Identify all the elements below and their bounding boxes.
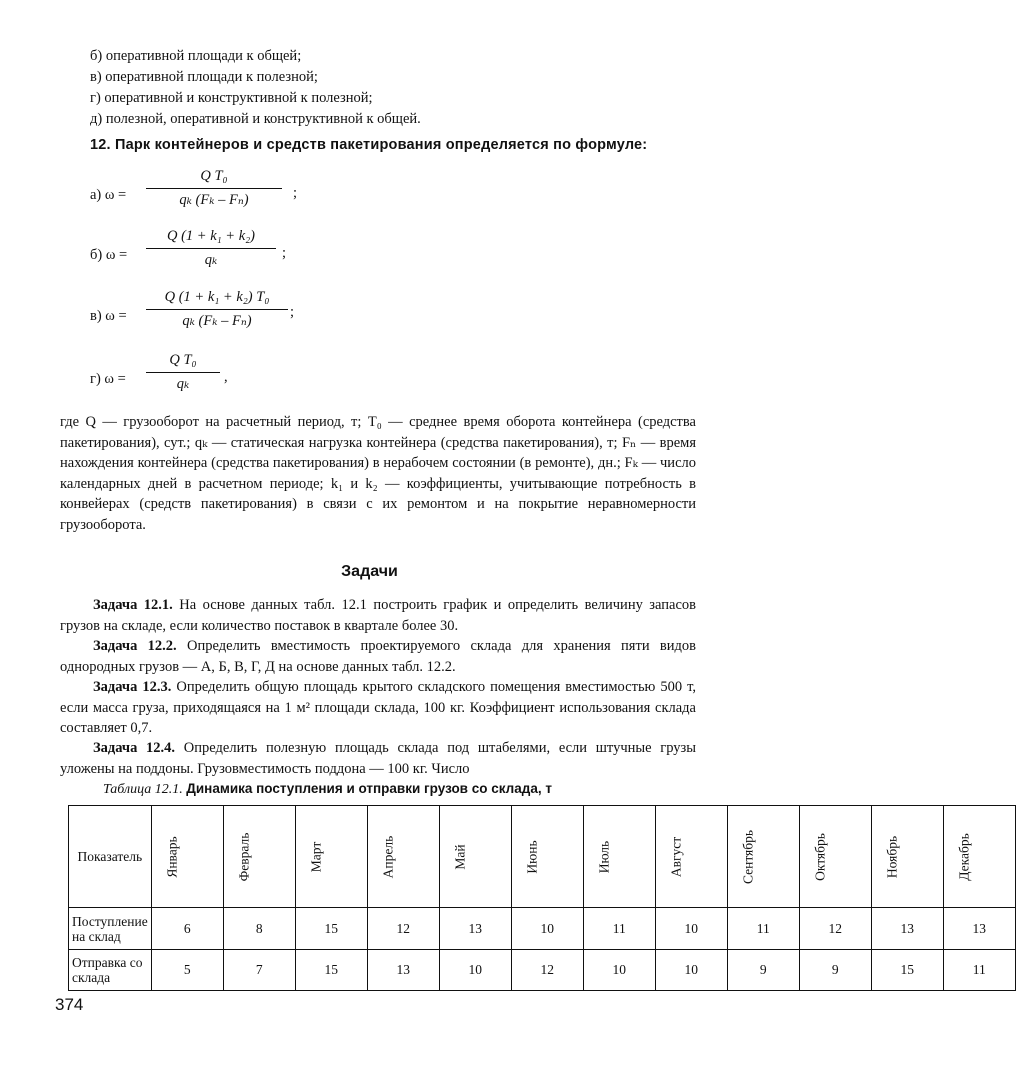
month-label: Июль xyxy=(596,840,612,873)
denominator: qₖ (Fₖ – Fₙ) xyxy=(182,313,252,329)
denominator: qₖ xyxy=(176,376,190,392)
table-cell: 10 xyxy=(439,950,511,991)
table-cell: 9 xyxy=(727,950,799,991)
month-label: Май xyxy=(452,843,468,870)
formula-label: в) ω = xyxy=(90,308,127,324)
task-label: Задача 12.4. xyxy=(93,740,176,756)
data-table xyxy=(68,805,1016,991)
task-12-1 xyxy=(60,595,696,636)
month-header xyxy=(655,806,727,908)
answer-option: в) оперативной площади к полезной; xyxy=(90,69,318,85)
task-12-4 xyxy=(60,738,696,779)
task-label: Задача 12.2. xyxy=(93,638,177,654)
table-cell: 9 xyxy=(799,950,871,991)
month-header xyxy=(727,806,799,908)
table-cell: 10 xyxy=(511,908,583,950)
formula-punct: ; xyxy=(293,185,298,201)
month-label: Октябрь xyxy=(812,832,828,881)
month-header xyxy=(223,806,295,908)
table-cell: 11 xyxy=(727,908,799,950)
table-cell: 7 xyxy=(223,950,295,991)
table-cell: 10 xyxy=(655,950,727,991)
formula-punct: ; xyxy=(290,304,295,320)
table-cell: 15 xyxy=(871,950,943,991)
month-label: Март xyxy=(308,841,324,872)
formula-punct: , xyxy=(224,369,228,385)
formula-label: а) ω = xyxy=(90,187,127,203)
table-cell: 10 xyxy=(583,950,655,991)
month-label: Сентябрь xyxy=(740,829,756,884)
answer-option: б) оперативной площади к общей; xyxy=(90,48,302,64)
month-label: Февраль xyxy=(236,832,252,881)
numerator: Q T₀ xyxy=(200,168,228,184)
task-text: Определить полезную площадь склада под штабелями, если штучные грузы уложены на поддоны. Грузовместимость поддона — 100 кг. Число xyxy=(60,740,697,777)
table-cell: 6 xyxy=(151,908,223,950)
month-header xyxy=(151,806,223,908)
month-label: Август xyxy=(668,836,684,877)
month-header xyxy=(511,806,583,908)
month-header xyxy=(943,806,1015,908)
task-12-3 xyxy=(60,677,696,739)
task-label: Задача 12.1. xyxy=(93,597,173,613)
fraction xyxy=(146,352,220,393)
table-cell: 12 xyxy=(511,950,583,991)
fraction xyxy=(146,168,282,209)
table-cell: 5 xyxy=(151,950,223,991)
month-label: Апрель xyxy=(380,835,396,878)
formula-explanation: где Q — грузооборот на расчетный период, т; T₀ — среднее время оборота контейнера (средства пакетирования), сут.; qₖ — статическая нагрузка контейнера (средства пакетирования), т; Fₙ — время нахождения контейнера (средства пакетирования) в нерабочем состоянии (в ремонте), дн.; Fₖ — число календарных дней в расчетном периоде; k₁ и k₂ — коэффициенты, учитывающие потребность в конвейерах (средств пакетирования) в связи с их ремонтом и на покрытие неравномерности грузооборота. xyxy=(60,414,696,533)
table-cell: 11 xyxy=(583,908,655,950)
table-row xyxy=(69,908,1016,950)
row-label: Отправка со склада xyxy=(69,950,152,991)
month-header xyxy=(367,806,439,908)
task-text: На основе данных табл. 12.1 построить график и определить величину запасов грузов на складе, если количество поставок в квартале более 30. xyxy=(60,597,696,634)
formula-label: б) ω = xyxy=(90,247,128,263)
table-cell: 15 xyxy=(295,950,367,991)
table-cell: 13 xyxy=(871,908,943,950)
table-cell: 13 xyxy=(439,908,511,950)
answer-option: д) полезной, оперативной и конструктивной к общей. xyxy=(90,111,421,127)
table-caption-title: Динамика поступления и отправки грузов со склада, т xyxy=(186,781,552,796)
table-cell: 12 xyxy=(367,908,439,950)
header-label: Показатель xyxy=(69,806,152,908)
numerator: Q (1 + k₁ + k₂) T₀ xyxy=(164,289,270,305)
row-label: Поступление на склад xyxy=(69,908,152,950)
table-cell: 15 xyxy=(295,908,367,950)
question-heading: 12. Парк контейнеров и средств пакетирования определяется по формуле: xyxy=(90,137,648,153)
numerator: Q T₀ xyxy=(169,352,197,368)
table-cell: 12 xyxy=(799,908,871,950)
table-caption-label: Таблица 12.1. xyxy=(103,782,183,797)
task-text: Определить общую площадь крытого складского помещения вместимостью 500 т, если масса груза, приходящаяся на 1 м² площади склада, 100 кг. Коэффициент использования склада составляет 0,7. xyxy=(60,679,696,736)
previous-answer-options xyxy=(90,46,421,130)
month-label: Декабрь xyxy=(956,832,972,881)
table-cell: 8 xyxy=(223,908,295,950)
month-header xyxy=(871,806,943,908)
table-row xyxy=(69,950,1016,991)
month-header xyxy=(439,806,511,908)
task-12-2 xyxy=(60,636,696,677)
formula-punct: ; xyxy=(282,245,287,261)
table-caption xyxy=(103,781,552,798)
formula-label: г) ω = xyxy=(90,371,126,387)
table-cell: 11 xyxy=(943,950,1015,991)
task-label: Задача 12.3. xyxy=(93,679,172,695)
table-header-row xyxy=(69,806,1016,908)
table-cell: 10 xyxy=(655,908,727,950)
month-label: Ноябрь xyxy=(884,835,900,878)
fraction xyxy=(146,289,288,330)
denominator: qₖ xyxy=(204,252,218,268)
month-label: Январь xyxy=(164,835,180,878)
fraction xyxy=(146,228,276,269)
answer-option: г) оперативной и конструктивной к полезной; xyxy=(90,90,373,106)
month-header xyxy=(799,806,871,908)
denominator: qₖ (Fₖ – Fₙ) xyxy=(179,192,249,208)
month-label: Июнь xyxy=(524,839,540,874)
month-header xyxy=(583,806,655,908)
table-cell: 13 xyxy=(943,908,1015,950)
numerator: Q (1 + k₁ + k₂) xyxy=(166,228,256,244)
table-cell: 13 xyxy=(367,950,439,991)
section-title: Задачи xyxy=(341,563,398,580)
page-number: 374 xyxy=(55,995,84,1014)
task-text: Определить вместимость проектируемого склада для хранения пяти видов однородных грузов — А, Б, В, Г, Д на основе данных табл. 12.2. xyxy=(60,638,696,675)
month-header xyxy=(295,806,367,908)
